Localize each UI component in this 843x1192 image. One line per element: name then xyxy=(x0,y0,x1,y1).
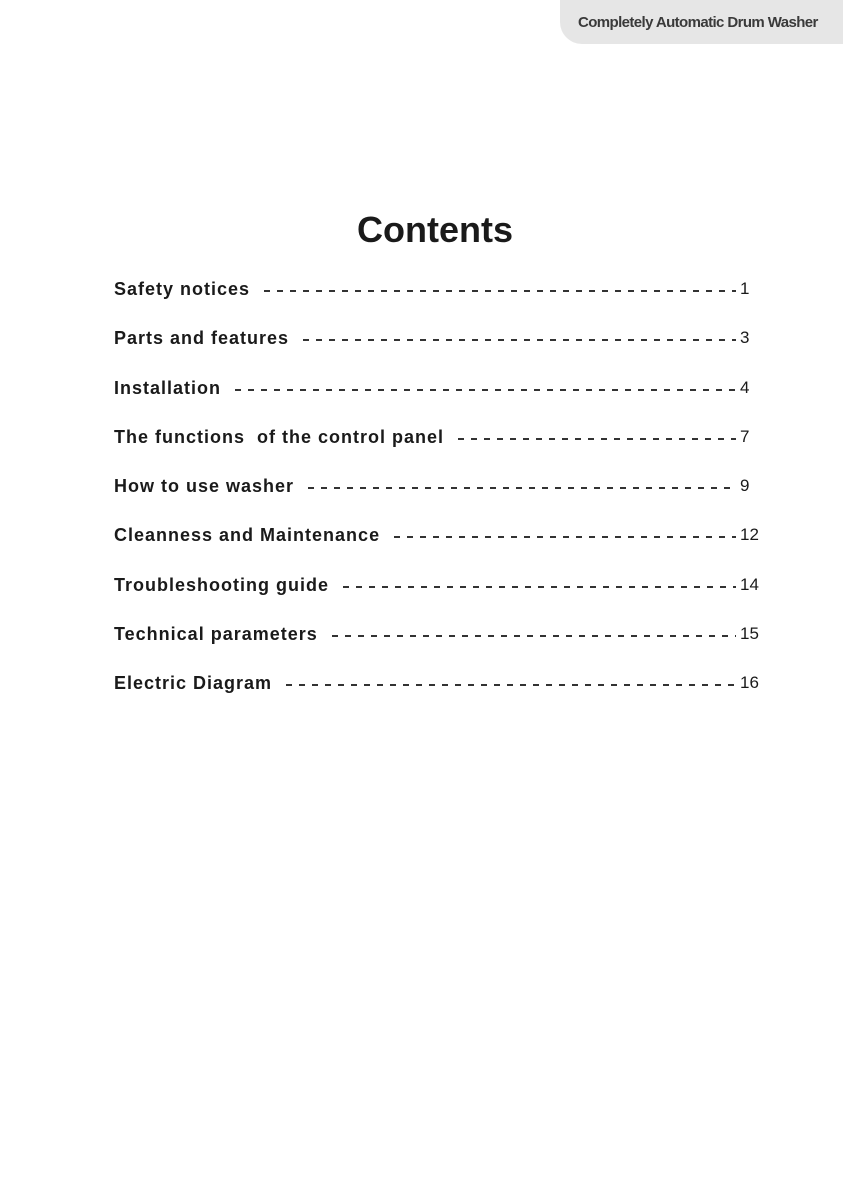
toc-entry-how-to-use-washer[interactable] xyxy=(114,473,770,522)
toc-entry-parts-and-features[interactable] xyxy=(114,325,770,374)
toc-entry-label: Installation xyxy=(114,377,222,398)
toc-entry-page: 16 xyxy=(740,673,759,693)
toc-entry-label: Electric Diagram xyxy=(114,673,273,694)
toc-entry-label: How to use washer xyxy=(114,476,295,497)
toc-entry-page: 15 xyxy=(740,624,759,644)
dot-leader xyxy=(394,536,736,538)
toc-entry-label: Technical parameters xyxy=(114,624,318,645)
toc-entry-label: Troubleshooting guide xyxy=(114,574,329,595)
toc-entry-label: The functions of the control panel xyxy=(114,426,444,447)
header-tab xyxy=(560,0,843,44)
toc-entry-control-panel-functions[interactable] xyxy=(114,424,770,473)
page-title: Contents xyxy=(357,209,513,250)
toc-entry-label: Cleanness and Maintenance xyxy=(114,525,381,546)
dot-leader xyxy=(332,635,736,637)
toc-entry-installation[interactable] xyxy=(114,375,770,424)
dot-leader xyxy=(458,438,736,440)
toc-entry-safety-notices[interactable] xyxy=(114,276,770,325)
dot-leader xyxy=(286,684,736,686)
table-of-contents xyxy=(114,276,770,720)
toc-entry-troubleshooting-guide[interactable] xyxy=(114,572,770,621)
dot-leader xyxy=(303,339,736,341)
dot-leader xyxy=(264,290,736,292)
toc-entry-page: 12 xyxy=(740,525,759,545)
toc-entry-label: Safety notices xyxy=(114,279,251,299)
toc-entry-page: 3 xyxy=(740,328,750,348)
toc-entry-page: 1 xyxy=(740,279,750,298)
toc-entry-cleanness-and-maintenance[interactable] xyxy=(114,522,770,571)
toc-entry-page: 14 xyxy=(740,574,759,594)
toc-entry-page: 9 xyxy=(740,476,750,496)
toc-entry-page: 7 xyxy=(740,426,750,446)
dot-leader xyxy=(308,487,736,489)
toc-entry-page: 4 xyxy=(740,377,750,397)
toc-entry-label: Parts and features xyxy=(114,328,290,349)
dot-leader xyxy=(235,389,736,391)
dot-leader xyxy=(343,586,736,588)
toc-entry-technical-parameters[interactable] xyxy=(114,621,770,670)
product-name: Completely Automatic Drum Washer xyxy=(578,13,818,31)
toc-entry-electric-diagram[interactable] xyxy=(114,670,770,719)
